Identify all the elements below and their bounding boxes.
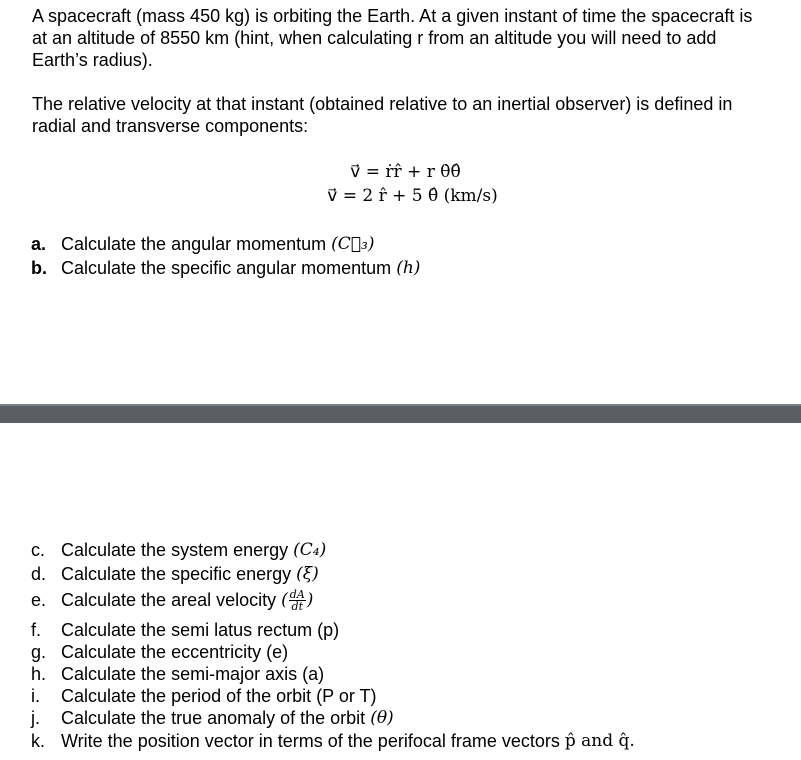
question-k [31,730,635,752]
question-text: Calculate the semi latus rectum (p) [61,620,340,640]
fraction-numerator: dA [289,588,305,601]
question-text: Calculate the specific energy [61,564,292,584]
question-marker: h. [31,664,47,684]
question-math: (θ) [370,708,394,728]
question-marker: c. [31,540,46,560]
question-math: (ξ) [296,564,319,584]
question-math: p̂ and q̂. [564,731,635,751]
fraction-denominator: dt [291,600,304,613]
question-marker: e. [31,590,47,610]
question-text: Calculate the period of the orbit (P or T) [61,686,377,706]
question-marker: a. [31,234,47,254]
question-text: Calculate the true anomaly of the orbit [61,708,366,728]
question-f [31,619,339,641]
question-g [31,641,288,663]
question-marker: b. [31,258,47,278]
question-text: Calculate the specific angular momentum [61,258,392,278]
velocity-equation-values: v⃗ = 2 r̂ + 5 θ̂ (km/s) [327,186,498,206]
question-e [31,589,313,612]
velocity-equation-general: v⃗ = ṙr̂ + r θ̇θ̂ [350,162,461,182]
velocity-description: The relative velocity at that instant (obtained relative to an inertial observer) is defined in radial and transverse components: [32,94,733,136]
question-c [31,539,326,561]
question-i [31,685,377,707]
question-text: Calculate the areal velocity [61,590,277,610]
question-a [31,233,374,255]
question-b [31,257,420,279]
question-marker: d. [31,564,47,584]
problem-statement: A spacecraft (mass 450 kg) is orbiting the Earth. At a given instant of time the spacecraft is at an altitude of 8550 km (hint, when calculating r from an altitude you will need to add Earth’s radius). [32,6,753,70]
question-marker: i. [31,686,40,706]
question-text: Calculate the eccentricity (e) [61,642,289,662]
question-h [31,663,324,685]
question-marker: j. [31,708,40,728]
cutoff-next-line [31,754,331,760]
question-text: Calculate the angular momentum [61,234,327,254]
question-marker: k. [31,731,46,751]
divider-highlight [0,404,801,406]
question-j [31,707,394,729]
question-math: (h) [396,258,421,278]
question-marker: f. [31,620,42,640]
question-math: (C⃗₃) [331,234,375,254]
question-math: (C₄) [293,540,327,560]
question-text: Calculate the system energy [61,540,289,560]
question-marker: g. [31,642,47,662]
page-break-divider [0,404,801,423]
question-d [31,563,319,585]
areal-velocity-fraction: ( $\frac{dA}{dt}$ ) [281,588,314,613]
question-text: Write the position vector in terms of the perifocal frame vectors [61,731,560,751]
question-text: Calculate the semi-major axis (a) [61,664,325,684]
